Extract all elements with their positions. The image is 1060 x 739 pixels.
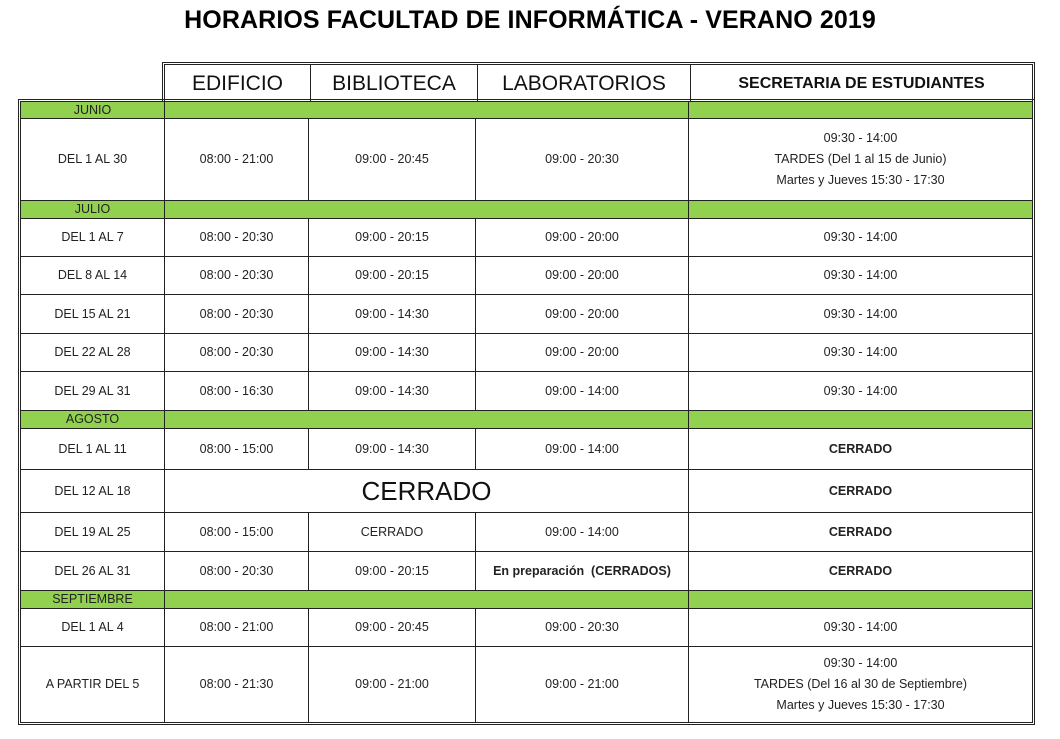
edificio-cell: 08:00 - 15:00 — [165, 429, 309, 469]
merged-closed-cell: CERRADO — [165, 470, 689, 512]
secretaria-cell: 09:30 - 14:00 — [823, 345, 898, 359]
laboratorios-cell: 09:00 - 20:00 — [476, 257, 689, 294]
table-row — [21, 257, 1032, 295]
column-header-biblioteca: BIBLIOTECA — [311, 65, 478, 102]
month-band-junio — [21, 102, 1032, 119]
column-header-edificio: EDIFICIO — [165, 65, 311, 102]
biblioteca-cell: 09:00 - 14:30 — [309, 429, 476, 469]
period-cell: DEL 1 AL 30 — [21, 119, 165, 200]
laboratorios-cell: 09:00 - 20:00 — [476, 334, 689, 371]
period-cell: DEL 15 AL 21 — [21, 295, 165, 333]
table-row — [21, 295, 1032, 334]
month-band-septiembre — [21, 591, 1032, 609]
column-header-row — [162, 62, 1035, 102]
secretaria-cell — [689, 647, 1032, 722]
page-title: HORARIOS FACULTAD DE INFORMÁTICA - VERANO 2019 — [184, 6, 876, 34]
table-row — [21, 334, 1032, 372]
period-cell: DEL 12 AL 18 — [21, 470, 165, 512]
month-band-agosto — [21, 411, 1032, 429]
period-cell: DEL 29 AL 31 — [21, 372, 165, 410]
period-cell: DEL 19 AL 25 — [21, 513, 165, 551]
table-row — [21, 470, 1032, 513]
biblioteca-cell: 09:00 - 14:30 — [309, 295, 476, 333]
column-header-secretaria: SECRETARIA DE ESTUDIANTES — [738, 74, 985, 92]
biblioteca-cell: 09:00 - 21:00 — [309, 647, 476, 722]
laboratorios-cell: 09:00 - 14:00 — [476, 429, 689, 469]
column-header-laboratorios: LABORATORIOS — [478, 65, 691, 102]
secretaria-cell: 09:30 - 14:00 — [823, 230, 898, 244]
biblioteca-cell: 09:00 - 20:15 — [309, 552, 476, 590]
edificio-cell: 08:00 - 20:30 — [165, 295, 309, 333]
month-label: JUNIO — [21, 102, 165, 118]
secretaria-cell — [689, 119, 1032, 200]
biblioteca-cell: 09:00 - 20:15 — [309, 257, 476, 294]
secretaria-cell: CERRADO — [828, 483, 893, 498]
secretaria-line: TARDES (Del 16 al 30 de Septiembre) — [753, 677, 968, 691]
secretaria-cell: CERRADO — [828, 563, 893, 578]
period-cell: DEL 26 AL 31 — [21, 552, 165, 590]
month-label: JULIO — [21, 201, 165, 218]
biblioteca-cell: 09:00 - 20:45 — [309, 119, 476, 200]
edificio-cell: 08:00 - 20:30 — [165, 219, 309, 256]
band-spacer — [689, 201, 1032, 218]
table-row — [21, 372, 1032, 411]
table-row — [21, 647, 1032, 722]
edificio-cell: 08:00 - 21:30 — [165, 647, 309, 722]
secretaria-line: Martes y Jueves 15:30 - 17:30 — [776, 173, 945, 187]
period-cell: DEL 1 AL 7 — [21, 219, 165, 256]
secretaria-line: 09:30 - 14:00 — [823, 131, 898, 145]
edificio-cell: 08:00 - 20:30 — [165, 552, 309, 590]
table-row — [21, 552, 1032, 591]
edificio-cell: 08:00 - 21:00 — [165, 119, 309, 200]
period-cell: DEL 1 AL 11 — [21, 429, 165, 469]
secretaria-cell: 09:30 - 14:00 — [823, 383, 898, 398]
band-spacer — [165, 102, 689, 118]
secretaria-cell: 09:30 - 14:00 — [823, 620, 898, 634]
band-spacer — [165, 411, 689, 428]
biblioteca-cell: 09:00 - 14:30 — [309, 334, 476, 371]
band-spacer — [165, 201, 689, 218]
band-spacer — [689, 411, 1032, 428]
band-spacer — [165, 591, 689, 608]
laboratorios-cell: En preparación (CERRADOS) — [476, 552, 689, 590]
table-row — [21, 513, 1032, 552]
band-spacer — [689, 591, 1032, 608]
table-row — [21, 429, 1032, 470]
period-cell: DEL 8 AL 14 — [21, 257, 165, 294]
band-spacer — [689, 102, 1032, 118]
secretaria-cell: CERRADO — [828, 524, 893, 539]
period-cell: A PARTIR DEL 5 — [21, 647, 165, 722]
month-band-julio — [21, 201, 1032, 219]
edificio-cell: 08:00 - 20:30 — [165, 334, 309, 371]
laboratorios-cell: 09:00 - 20:30 — [476, 609, 689, 646]
table-row — [21, 219, 1032, 257]
secretaria-line: TARDES (Del 1 al 15 de Junio) — [774, 152, 947, 166]
biblioteca-cell: 09:00 - 14:30 — [309, 372, 476, 410]
laboratorios-cell: 09:00 - 20:30 — [476, 119, 689, 200]
month-label: SEPTIEMBRE — [21, 591, 165, 608]
biblioteca-cell: 09:00 - 20:45 — [309, 609, 476, 646]
edificio-cell: 08:00 - 20:30 — [165, 257, 309, 294]
schedule-table — [18, 99, 1035, 725]
biblioteca-cell: 09:00 - 20:15 — [309, 219, 476, 256]
laboratorios-cell: 09:00 - 20:00 — [476, 219, 689, 256]
secretaria-line: Martes y Jueves 15:30 - 17:30 — [776, 698, 945, 712]
laboratorios-cell: 09:00 - 21:00 — [476, 647, 689, 722]
laboratorios-cell: 09:00 - 20:00 — [476, 295, 689, 333]
secretaria-cell: 09:30 - 14:00 — [823, 268, 898, 282]
table-row — [21, 119, 1032, 201]
laboratorios-cell: 09:00 - 14:00 — [476, 372, 689, 410]
table-row — [21, 609, 1032, 647]
edificio-cell: 08:00 - 15:00 — [165, 513, 309, 551]
biblioteca-cell: CERRADO — [309, 513, 476, 551]
secretaria-cell: CERRADO — [828, 441, 893, 456]
edificio-cell: 08:00 - 21:00 — [165, 609, 309, 646]
period-cell: DEL 22 AL 28 — [21, 334, 165, 371]
secretaria-line: 09:30 - 14:00 — [823, 656, 898, 670]
month-label: AGOSTO — [21, 411, 165, 428]
edificio-cell: 08:00 - 16:30 — [165, 372, 309, 410]
laboratorios-cell: 09:00 - 14:00 — [476, 513, 689, 551]
secretaria-cell: 09:30 - 14:00 — [823, 306, 898, 321]
period-cell: DEL 1 AL 4 — [21, 609, 165, 646]
